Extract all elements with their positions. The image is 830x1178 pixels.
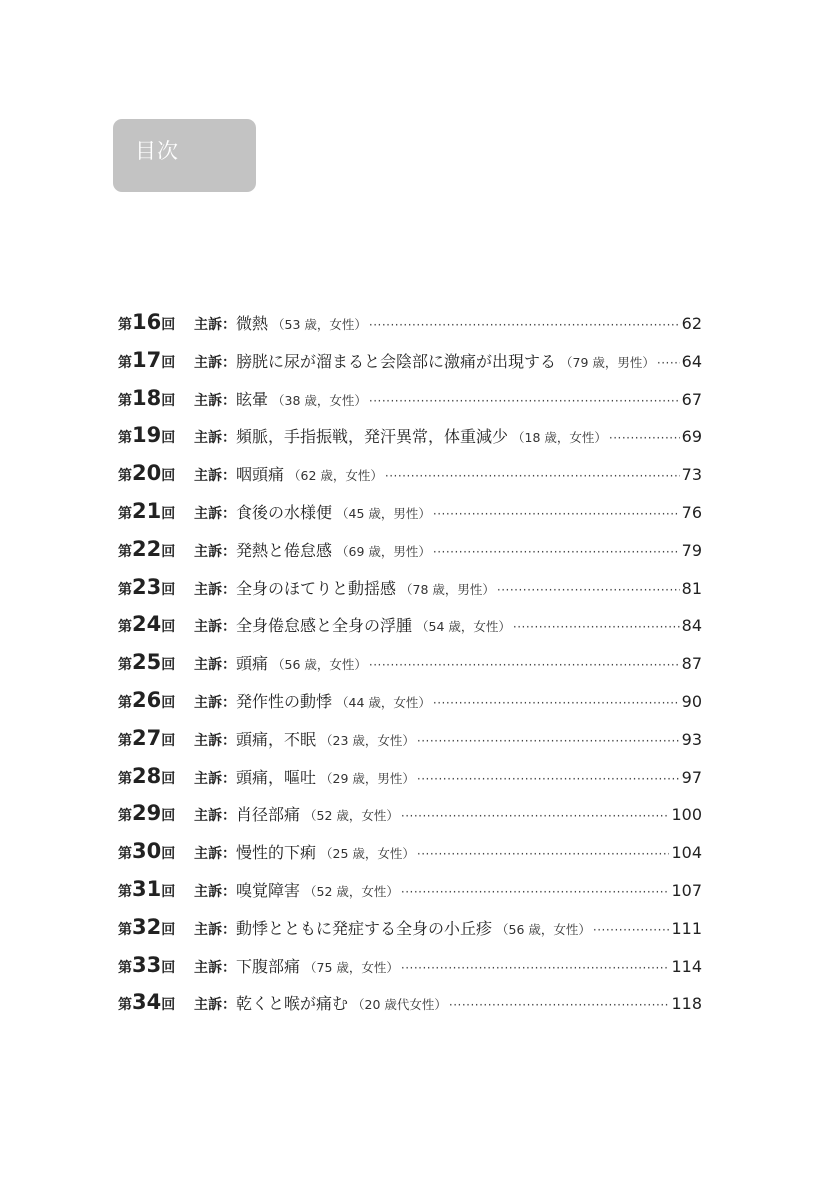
toc-entry[interactable] (118, 455, 702, 493)
complaint-label: 主訴： (194, 505, 236, 522)
patient-info: （78 歳，男性） (400, 581, 495, 597)
page-number: 73 (681, 465, 702, 485)
lesson-prefix: 第 (118, 543, 132, 560)
toc-list (118, 304, 702, 1022)
toc-entry[interactable] (118, 947, 702, 985)
patient-info: （54 歳，女性） (416, 619, 511, 635)
lesson-num: 25 (132, 650, 162, 675)
lesson-num: 34 (132, 990, 162, 1015)
patient-info: （25 歳，女性） (320, 846, 415, 862)
lesson-num: 28 (132, 763, 162, 788)
lesson-num: 32 (132, 914, 162, 939)
patient-info: （56 歳，女性） (496, 921, 591, 937)
patient-info: （52 歳，女性） (304, 808, 399, 824)
patient-info: （56 歳，女性） (272, 657, 367, 673)
complaint-text: 頭痛 (236, 654, 269, 674)
page-number: 62 (681, 314, 702, 333)
patient-info: （29 歳，男性） (320, 770, 415, 786)
page-number: 111 (671, 918, 702, 938)
lesson-number (118, 569, 194, 610)
complaint-text: 発作性の動悸 (236, 691, 333, 711)
lesson-number (118, 380, 194, 421)
lesson-number (118, 871, 194, 912)
page-number: 114 (671, 956, 702, 976)
lesson-prefix: 第 (118, 694, 132, 711)
complaint-label: 主訴： (194, 657, 236, 674)
lesson-suffix: 回 (161, 543, 176, 560)
lesson-num: 16 (132, 310, 162, 334)
lesson-num: 21 (132, 498, 162, 523)
lesson-suffix: 回 (161, 392, 176, 409)
dot-leader (433, 685, 680, 723)
dot-leader (657, 345, 680, 383)
lesson-num: 29 (132, 801, 162, 826)
patient-info: （44 歳，女性） (336, 694, 431, 710)
lesson-suffix: 回 (161, 317, 176, 333)
complaint-label: 主訴： (194, 430, 236, 447)
page-number: 76 (681, 502, 702, 522)
page-number: 97 (681, 767, 702, 787)
lesson-suffix: 回 (161, 581, 176, 598)
lesson-num: 33 (132, 952, 162, 977)
lesson-number (118, 909, 194, 950)
lesson-num: 27 (132, 725, 162, 750)
lesson-number (118, 833, 194, 874)
lesson-suffix: 回 (161, 354, 176, 371)
page-number: 87 (681, 654, 702, 674)
lesson-prefix: 第 (118, 657, 132, 674)
lesson-prefix: 第 (118, 770, 132, 787)
page-number: 90 (681, 691, 702, 711)
lesson-suffix: 回 (161, 808, 176, 825)
complaint-label: 主訴： (194, 581, 236, 598)
lesson-suffix: 回 (161, 657, 176, 674)
lesson-suffix: 回 (161, 619, 176, 636)
lesson-prefix: 第 (118, 959, 132, 976)
toc-title: 目次 (135, 139, 179, 163)
lesson-suffix: 回 (161, 430, 176, 447)
toc-entry[interactable] (118, 720, 702, 758)
lesson-number (118, 682, 194, 723)
lesson-suffix: 回 (161, 505, 176, 522)
toc-entry[interactable] (118, 606, 702, 644)
dot-leader (513, 609, 680, 647)
dot-leader (593, 912, 670, 950)
toc-entry[interactable] (118, 493, 702, 531)
lesson-prefix: 第 (118, 581, 132, 598)
complaint-text: 眩暈 (236, 389, 269, 409)
patient-info: （62 歳，女性） (288, 468, 383, 484)
patient-info: （38 歳，女性） (272, 392, 367, 408)
lesson-number (118, 417, 194, 458)
lesson-number (118, 455, 194, 496)
lesson-suffix: 回 (161, 694, 176, 711)
toc-header-badge (113, 119, 256, 192)
complaint-label: 主訴： (194, 846, 236, 863)
toc-entry[interactable] (118, 380, 702, 418)
complaint-text: 全身のほてりと動揺感 (236, 578, 397, 598)
complaint-label: 主訴： (194, 959, 236, 976)
dot-leader (609, 420, 680, 458)
page-number: 69 (681, 427, 702, 447)
page-number: 107 (671, 880, 702, 900)
complaint-text: 食後の水様便 (236, 502, 333, 522)
patient-info: （53 歳，女性） (272, 317, 367, 332)
patient-info: （52 歳，女性） (304, 883, 399, 899)
lesson-number (118, 606, 194, 647)
toc-entry[interactable] (118, 795, 702, 833)
patient-info: （45 歳，男性） (336, 505, 431, 521)
patient-info: （75 歳，女性） (304, 959, 399, 975)
toc-entry[interactable] (118, 833, 702, 871)
lesson-number (118, 493, 194, 534)
toc-entry[interactable] (118, 758, 702, 796)
complaint-text: 動悸とともに発症する全身の小丘疹 (236, 918, 493, 938)
dot-leader (401, 950, 670, 988)
lesson-prefix: 第 (118, 619, 132, 636)
complaint-text: 咽頭痛 (236, 465, 285, 485)
lesson-prefix: 第 (118, 846, 132, 863)
page-number: 67 (681, 389, 702, 409)
lesson-suffix: 回 (161, 846, 176, 863)
complaint-label: 主訴： (194, 317, 236, 333)
lesson-num: 18 (132, 385, 162, 410)
page-number: 118 (671, 994, 702, 1014)
complaint-text: 慢性的下痢 (236, 843, 317, 863)
lesson-prefix: 第 (118, 430, 132, 447)
lesson-num: 24 (132, 612, 162, 637)
lesson-suffix: 回 (161, 959, 176, 976)
complaint-text: 頻脈，手指振戦，発汗異常，体重減少 (236, 427, 509, 447)
dot-leader (401, 874, 670, 912)
lesson-num: 17 (132, 347, 162, 372)
page-number: 84 (681, 616, 702, 636)
lesson-prefix: 第 (118, 505, 132, 522)
page-number: 64 (681, 351, 702, 371)
toc-entry[interactable] (118, 569, 702, 607)
lesson-number (118, 644, 194, 685)
dot-leader (417, 761, 680, 799)
lesson-number (118, 720, 194, 761)
dot-leader (369, 307, 680, 345)
lesson-prefix: 第 (118, 997, 132, 1014)
page-number: 93 (681, 729, 702, 749)
toc-entry[interactable] (118, 682, 702, 720)
toc-entry[interactable] (118, 304, 702, 342)
lesson-suffix: 回 (161, 921, 176, 938)
dot-leader (369, 383, 680, 421)
complaint-text: 頭痛，不眠 (236, 729, 317, 749)
page-number: 104 (671, 843, 702, 863)
lesson-prefix: 第 (118, 392, 132, 409)
complaint-text: 膀胱に尿が溜まると会陰部に激痛が出現する (236, 351, 557, 371)
dot-leader (385, 458, 680, 496)
lesson-num: 19 (132, 423, 162, 448)
complaint-label: 主訴： (194, 883, 236, 900)
patient-info: （69 歳，男性） (336, 543, 431, 559)
lesson-number (118, 758, 194, 799)
toc-entry[interactable] (118, 417, 702, 455)
dot-leader (433, 496, 680, 534)
patient-info: （20 歳代女性） (352, 997, 447, 1013)
complaint-label: 主訴： (194, 543, 236, 560)
lesson-suffix: 回 (161, 770, 176, 787)
lesson-num: 23 (132, 574, 162, 599)
dot-leader (497, 572, 680, 610)
complaint-label: 主訴： (194, 392, 236, 409)
complaint-text: 肖径部痛 (236, 805, 301, 825)
page-number: 100 (671, 805, 702, 825)
lesson-prefix: 第 (118, 883, 132, 900)
lesson-number (118, 984, 194, 1025)
lesson-prefix: 第 (118, 354, 132, 371)
dot-leader (433, 534, 680, 572)
complaint-label: 主訴： (194, 921, 236, 938)
lesson-suffix: 回 (161, 732, 176, 749)
complaint-text: 発熱と倦怠感 (236, 540, 333, 560)
lesson-prefix: 第 (118, 317, 132, 333)
complaint-text: 微熱 (236, 314, 269, 333)
lesson-number (118, 531, 194, 572)
complaint-label: 主訴： (194, 468, 236, 485)
complaint-label: 主訴： (194, 770, 236, 787)
toc-entry[interactable] (118, 871, 702, 909)
dot-leader (417, 723, 680, 761)
complaint-text: 乾くと喉が痛む (236, 994, 349, 1014)
patient-info: （23 歳，女性） (320, 732, 415, 748)
lesson-suffix: 回 (161, 997, 176, 1014)
lesson-num: 22 (132, 536, 162, 561)
complaint-text: 頭痛，嘔吐 (236, 767, 317, 787)
complaint-text: 嗅覚障害 (236, 880, 301, 900)
complaint-label: 主訴： (194, 997, 236, 1014)
toc-entry[interactable] (118, 909, 702, 947)
toc-entry[interactable] (118, 984, 702, 1022)
complaint-label: 主訴： (194, 694, 236, 711)
complaint-text: 全身倦怠感と全身の浮腫 (236, 616, 413, 636)
dot-leader (449, 987, 670, 1025)
dot-leader (417, 836, 670, 874)
lesson-number (118, 342, 194, 383)
lesson-number (118, 947, 194, 988)
patient-info: （79 歳，男性） (560, 354, 655, 370)
lesson-num: 30 (132, 839, 162, 864)
page-number: 79 (681, 540, 702, 560)
dot-leader (401, 798, 670, 836)
lesson-num: 20 (132, 461, 162, 486)
lesson-suffix: 回 (161, 883, 176, 900)
complaint-label: 主訴： (194, 808, 236, 825)
lesson-prefix: 第 (118, 468, 132, 485)
lesson-suffix: 回 (161, 468, 176, 485)
toc-entry[interactable] (118, 644, 702, 682)
complaint-label: 主訴： (194, 354, 236, 371)
complaint-label: 主訴： (194, 732, 236, 749)
complaint-label: 主訴： (194, 619, 236, 636)
toc-entry[interactable] (118, 531, 702, 569)
patient-info: （18 歳，女性） (512, 430, 607, 446)
lesson-num: 26 (132, 687, 162, 712)
lesson-number (118, 304, 194, 345)
lesson-num: 31 (132, 876, 162, 901)
lesson-prefix: 第 (118, 808, 132, 825)
lesson-prefix: 第 (118, 732, 132, 749)
toc-entry[interactable] (118, 342, 702, 380)
lesson-number (118, 795, 194, 836)
complaint-text: 下腹部痛 (236, 956, 301, 976)
dot-leader (369, 647, 680, 685)
lesson-prefix: 第 (118, 921, 132, 938)
page-number: 81 (681, 578, 702, 598)
